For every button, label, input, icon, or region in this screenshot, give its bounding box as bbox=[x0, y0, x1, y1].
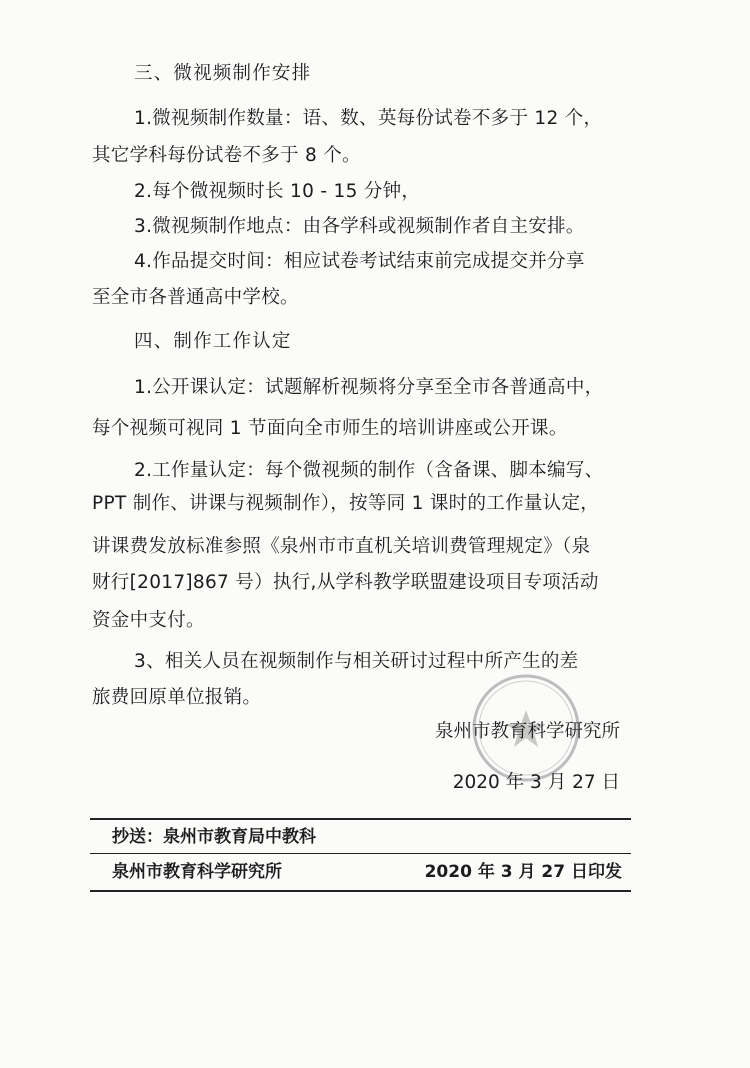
paragraph-line: 旅费回原单位报销。 bbox=[92, 687, 262, 708]
issuer-name: 泉州市教育科学研究所 bbox=[112, 862, 282, 882]
footer-bottom-rule bbox=[90, 890, 631, 892]
footer-top-rule bbox=[90, 818, 631, 820]
paragraph-line: 财行[2017]867 号）执行,从学科教学联盟建设项目专项活动 bbox=[92, 572, 599, 593]
paragraph-line: 2.每个微视频时长 10 - 15 分钟， bbox=[134, 181, 421, 202]
paragraph-line: 4.作品提交时间：相应试卷考试结束前完成提交并分享 bbox=[134, 251, 585, 272]
signing-organization: 泉州市教育科学研究所 bbox=[434, 721, 620, 742]
issue-date: 2020 年 3 月 27 日印发 bbox=[424, 862, 622, 882]
paragraph-line: 3.微视频制作地点：由各学科或视频制作者自主安排。 bbox=[134, 216, 585, 237]
section-heading-arrangement: 三、微视频制作安排 bbox=[134, 63, 312, 84]
paragraph-line: 1.微视频制作数量：语、数、英每份试卷不多于 12 个， bbox=[134, 108, 603, 129]
paragraph-line: 3、相关人员在视频制作与相关研讨过程中所产生的差 bbox=[134, 651, 579, 672]
paragraph-line: 2.工作量认定：每个微视频的制作（含备课、脚本编写、 bbox=[134, 460, 604, 481]
signing-date: 2020 年 3 月 27 日 bbox=[452, 772, 620, 793]
paragraph-line: 讲课费发放标准参照《泉州市市直机关培训费管理规定》（泉 bbox=[92, 536, 591, 557]
paragraph-line: 至全市各普通高中学校。 bbox=[92, 287, 299, 308]
paragraph-line: 其它学科每份试卷不多于 8 个。 bbox=[92, 145, 361, 166]
paragraph-line: 每个视频可视同 1 节面向全市师生的培训讲座或公开课。 bbox=[92, 418, 568, 439]
paragraph-line: 1.公开课认定：试题解析视频将分享至全市各普通高中， bbox=[134, 377, 604, 398]
paragraph-line: 资金中支付。 bbox=[92, 610, 205, 631]
cc-line: 抄送：泉州市教育局中教科 bbox=[112, 827, 316, 847]
paragraph-line: PPT 制作、讲课与视频制作），按等同 1 课时的工作量认定， bbox=[92, 493, 600, 514]
footer-middle-rule bbox=[90, 853, 631, 854]
section-heading-recognition: 四、制作工作认定 bbox=[134, 331, 292, 352]
